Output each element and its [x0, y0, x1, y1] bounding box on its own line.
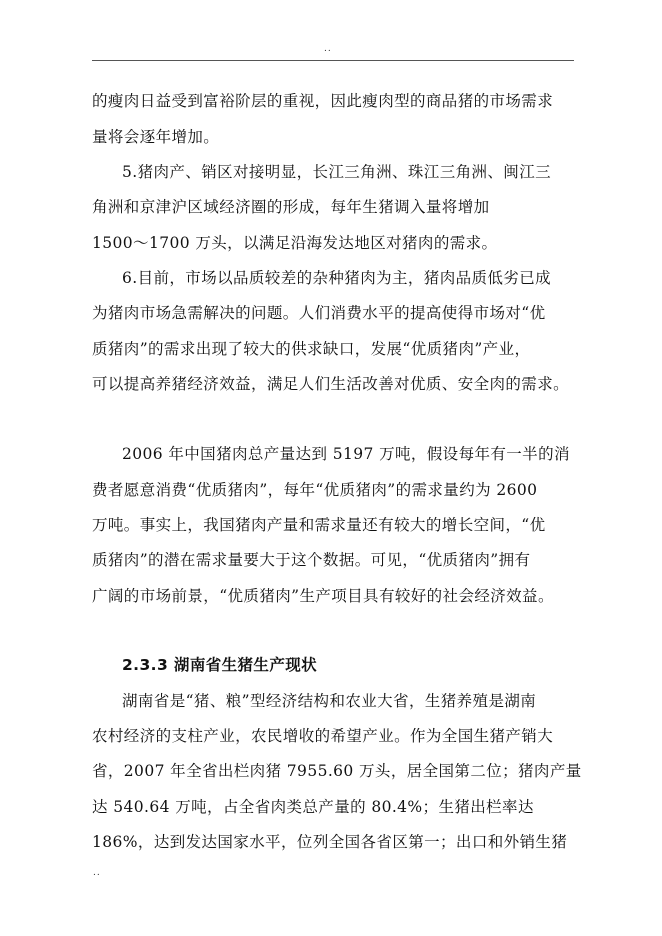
section-heading: 2.3.3 湖南省生猪生产现状	[122, 656, 318, 674]
paragraph-line: 质猪肉”的需求出现了较大的供求缺口，发展“优质猪肉”产业，	[92, 340, 531, 358]
paragraph-line: 的瘦肉日益受到富裕阶层的重视，因此瘦肉型的商品猪的市场需求	[92, 92, 554, 110]
paragraph-line: 可以提高养猪经济效益，满足人们生活改善对优质、安全肉的需求。	[92, 375, 570, 393]
paragraph-line: 省，2007 年全省出栏肉猪 7955.60 万头，居全国第二位；猪肉产量	[92, 762, 582, 780]
paragraph-line: 广阔的市场前景，“优质猪肉”生产项目具有较好的社会经济效益。	[92, 587, 554, 605]
paragraph-line: 5.猪肉产、销区对接明显，长江三角洲、珠江三角洲、闽江三	[122, 163, 551, 181]
paragraph-line: 湖南省是“猪、粮”型经济结构和农业大省，生猪养殖是湖南	[122, 692, 537, 710]
paragraph-line: 角洲和京津沪区域经济圈的形成，每年生猪调入量将增加	[92, 198, 490, 216]
paragraph-line: 费者愿意消费“优质猪肉”，每年“优质猪肉”的需求量约为 2600	[92, 481, 538, 499]
paragraph-line: 为猪肉市场急需解决的问题。人们消费水平的提高使得市场对“优	[92, 304, 546, 322]
paragraph-line: 6.目前，市场以品质较差的杂种猪肉为主，猪肉品质低劣已成	[122, 269, 551, 287]
paragraph-line: 2006 年中国猪肉总产量达到 5197 万吨，假设每年有一半的消	[122, 445, 570, 463]
paragraph-line: 万吨。事实上，我国猪肉产量和需求量还有较大的增长空间，“优	[92, 516, 546, 534]
paragraph-line: 农村经济的支柱产业，农民增收的希望产业。作为全国生猪产销大	[92, 727, 554, 745]
paragraph-line: 1500～1700 万头，以满足沿海发达地区对猪肉的需求。	[92, 234, 498, 252]
header-mark: ..	[324, 44, 332, 54]
paragraph-line: 186%，达到发达国家水平，位列全国各省区第一；出口和外销生猪	[92, 833, 568, 851]
footer-mark: ..	[93, 868, 101, 878]
paragraph-line: 质猪肉”的潜在需求量要大于这个数据。可见，“优质猪肉”拥有	[92, 551, 531, 569]
header-rule	[92, 60, 574, 61]
paragraph-line: 量将会逐年增加。	[92, 128, 220, 146]
paragraph-line: 达 540.64 万吨，占全省肉类总产量的 80.4%；生猪出栏率达	[92, 798, 534, 816]
